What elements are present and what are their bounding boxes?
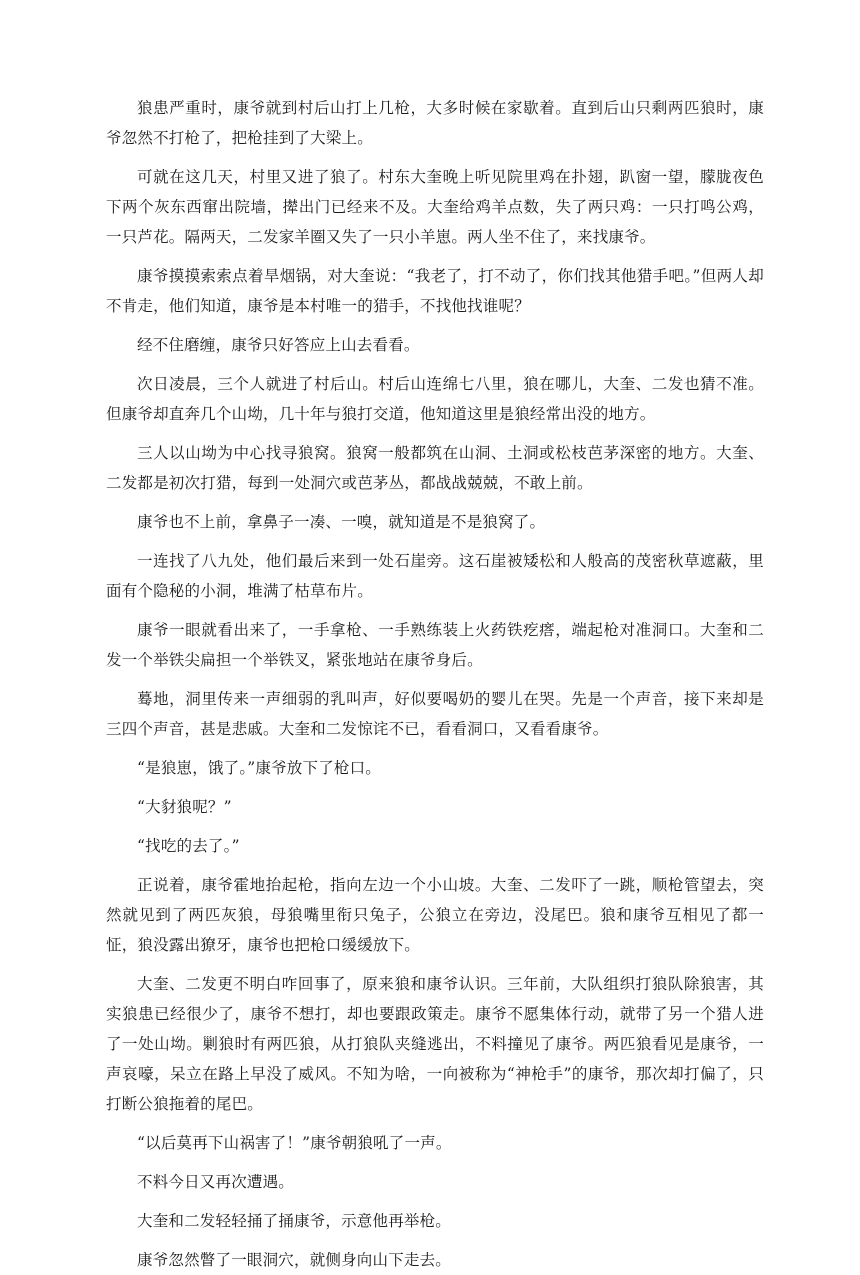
paragraph-5: 次日凌晨，三个人就进了村后山。村后山连绵七八里，狼在哪儿，大奎、二发也猜不准。但康爷却直奔几个山坳，几十年与狼打交道，他知道这里是狼经常出没的地方。: [106, 375, 764, 423]
paragraph-17: 不料今日又再次遭遇。: [137, 1173, 295, 1191]
paragraph-10: 蓦地，洞里传来一声细弱的乳叫声，好似要喝奶的婴儿在哭。先是一个声音，接下来却是三四个声音，甚是悲戚。大奎和二发惊诧不已，看看洞口，又看看康爷。: [106, 690, 764, 738]
paragraph-19: 康爷忽然瞥了一眼洞穴，就侧身向山下走去。: [137, 1251, 452, 1269]
paragraph-18: 大奎和二发轻轻捅了捅康爷，示意他再举枪。: [137, 1212, 452, 1230]
paragraph-11: “是狼崽，饿了。”康爷放下了枪口。: [137, 759, 381, 777]
paragraph-14: 正说着，康爷霍地抬起枪，指向左边一个小山坡。大奎、二发吓了一跳，顺枪管望去，突然就见到了两匹灰狼，母狼嘴里衔只兔子，公狼立在旁边，没尾巴。狼和康爷互相见了都一怔，狼没露出獠牙，康爷也把枪口缓缓放下。: [106, 876, 764, 954]
paragraph-8: 一连找了八九处，他们最后来到一处石崖旁。这石崖被矮松和人般高的茂密秋草遮蔽，里面有个隐秘的小洞，堆满了枯草布片。: [106, 552, 764, 600]
paragraph-9: 康爷一眼就看出来了，一手拿枪、一手熟练装上火药铁疙瘩，端起枪对准洞口。大奎和二发一个举铁尖扁担一个举铁叉，紧张地站在康爷身后。: [106, 621, 764, 669]
paragraph-6: 三人以山坳为中心找寻狼窝。狼窝一般都筑在山洞、土洞或松枝芭茅深密的地方。大奎、二发都是初次打猎，每到一处洞穴或芭茅丛，都战战兢兢，不敢上前。: [106, 444, 764, 492]
paragraph-12: “大豺狼呢？”: [137, 798, 232, 816]
paragraph-13: “找吃的去了。”: [137, 837, 240, 855]
paragraph-4: 经不住磨缠，康爷只好答应上山去看看。: [137, 336, 420, 354]
paragraph-2: 可就在这几天，村里又进了狼了。村东大奎晚上听见院里鸡在扑翅，趴窗一望，朦胧夜色下两个灰东西窜出院墙，撵出门已经来不及。大奎给鸡羊点数，失了两只鸡：一只打鸣公鸡，一只芦花。隔两天，二发家羊圈又失了一只小羊崽。两人坐不住了，来找康爷。: [106, 168, 764, 246]
paragraph-16: “以后莫再下山祸害了！”康爷朝狼吼了一声。: [137, 1134, 452, 1152]
paragraph-7: 康爷也不上前，拿鼻子一凑、一嗅，就知道是不是狼窝了。: [137, 513, 546, 531]
paragraph-3: 康爷摸摸索索点着旱烟锅，对大奎说：“我老了，打不动了，你们找其他猎手吧。”但两人却不肯走，他们知道，康爷是本村唯一的猎手，不找他找谁呢？: [106, 267, 764, 315]
paragraph-15: 大奎、二发更不明白咋回事了，原来狼和康爷认识。三年前，大队组织打狼队除狼害，其实狼患已经很少了，康爷不想打，却也要跟政策走。康爷不愿集体行动，就带了另一个猎人进了一处山坳。剿狼时有两匹狼，从打狼队夹缝逃出，不料撞见了康爷。两匹狼看见是康爷，一声哀嚎，呆立在路上早没了威风。不知为啥，一向被称为“神枪手”的康爷，那次却打偏了，只打断公狼拖着的尾巴。: [106, 975, 764, 1113]
paragraph-1: 狼患严重时，康爷就到村后山打上几枪，大多时候在家歇着。直到后山只剩两匹狼时，康爷忽然不打枪了，把枪挂到了大梁上。: [106, 99, 764, 147]
